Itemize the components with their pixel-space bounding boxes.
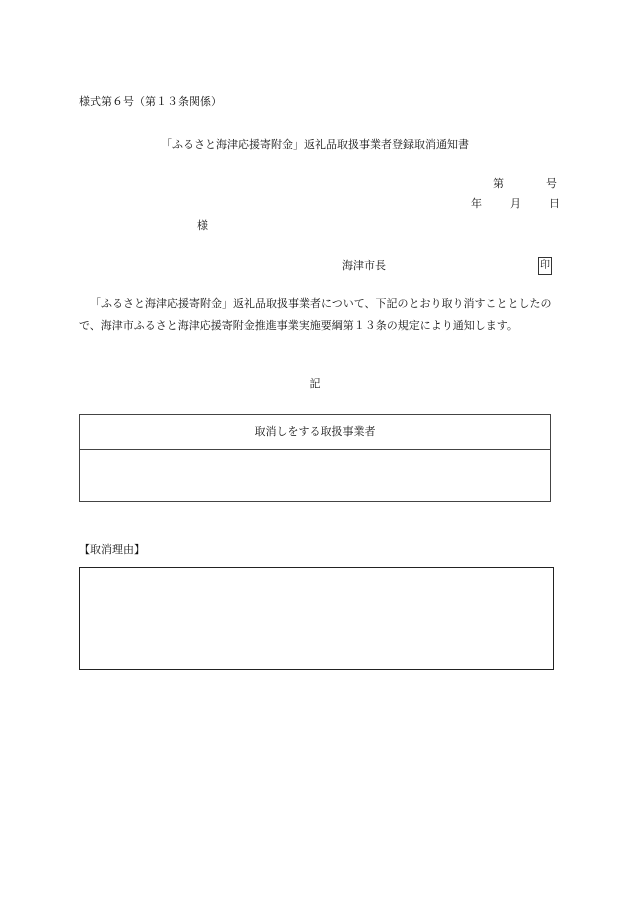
document-title: 「ふるさと海津応援寄附金」返礼品取扱事業者登録取消通知書 (161, 138, 469, 151)
number-suffix: 号 (546, 177, 557, 190)
business-table (79, 414, 551, 502)
business-table-header: 取消しをする取扱事業者 (80, 415, 550, 450)
date-day: 日 (549, 197, 560, 210)
seal-mark: 印 (538, 257, 552, 275)
document-number-line (493, 178, 557, 189)
ki-heading: 記 (309, 377, 321, 390)
reason-box[interactable] (79, 567, 554, 670)
date-line (471, 198, 560, 209)
reason-label: 【取消理由】 (79, 543, 145, 556)
business-table-value[interactable] (80, 450, 550, 501)
number-prefix: 第 (493, 177, 504, 190)
body-paragraph: 「ふるさと海津応援寄附金」返礼品取扱事業者について、下記のとおり取り消すこととしたので、海津市ふるさと海津応援寄附金推進事業実施要綱第１３条の規定により通知します。 (79, 297, 552, 332)
date-year: 年 (471, 197, 482, 210)
sender-name: 海津市長 (342, 259, 386, 272)
addressee-suffix: 様 (197, 219, 208, 232)
date-month: 月 (510, 197, 521, 210)
form-number: 様式第６号（第１３条関係） (79, 95, 222, 108)
